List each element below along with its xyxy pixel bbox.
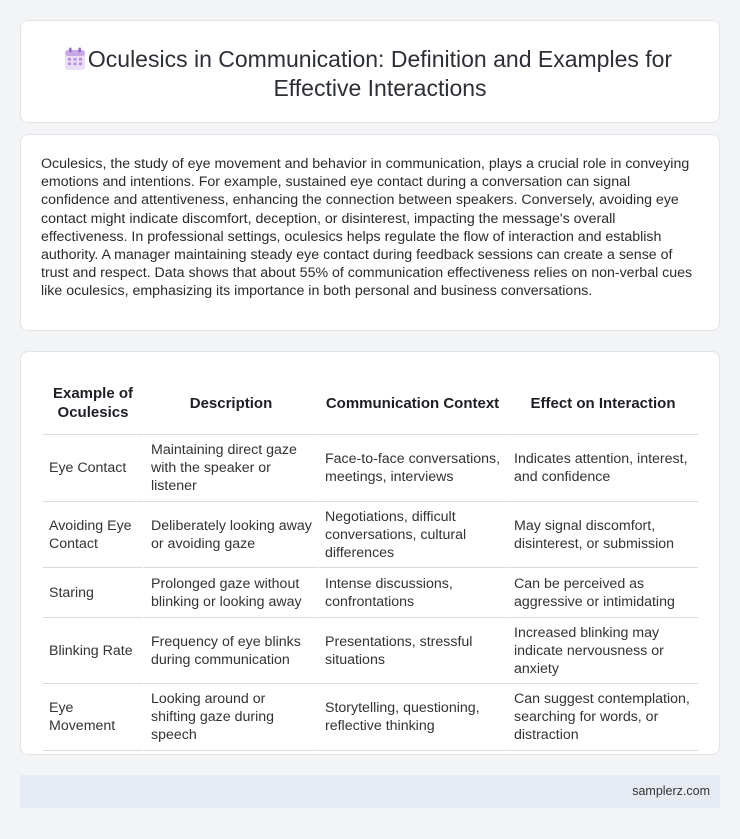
oculesics-table [43, 372, 698, 751]
table-row [43, 684, 698, 751]
cell-description: Frequency of eye blinks during communication [143, 618, 317, 684]
cell-context: Presentations, stressful situations [317, 618, 506, 684]
table-card [20, 351, 720, 755]
cell-description: Deliberately looking away or avoiding gaze [143, 502, 317, 568]
cell-effect: Increased blinking may indicate nervousness or anxiety [506, 618, 698, 684]
footer-bar [20, 775, 720, 808]
cell-description: Looking around or shifting gaze during speech [143, 684, 317, 751]
table-header-row [43, 372, 698, 435]
column-header-description: Description [143, 372, 317, 435]
cell-context: Storytelling, questioning, reflective thinking [317, 684, 506, 751]
cell-description: Maintaining direct gaze with the speaker or listener [143, 435, 317, 502]
cell-effect: Can suggest contemplation, searching for words, or distraction [506, 684, 698, 751]
table-row [43, 435, 698, 502]
page-title: Oculesics in Communication: Definition and Examples for Effective Interactions [87, 46, 673, 101]
cell-context: Face-to-face conversations, meetings, interviews [317, 435, 506, 502]
cell-context: Intense discussions, confrontations [317, 568, 506, 618]
footer-site-link[interactable]: samplerz.com [632, 784, 710, 798]
cell-effect: Indicates attention, interest, and confidence [506, 435, 698, 502]
cell-effect: May signal discomfort, disinterest, or submission [506, 502, 698, 568]
table-row [43, 502, 698, 568]
cell-example: Avoiding Eye Contact [43, 502, 143, 568]
cell-example: Eye Movement [43, 684, 143, 751]
cell-example: Staring [43, 568, 143, 618]
title-card [20, 20, 720, 123]
intro-card [20, 134, 720, 331]
column-header-effect: Effect on Interaction [506, 372, 698, 435]
table-row [43, 568, 698, 618]
table-row [43, 618, 698, 684]
column-header-example: Example of Oculesics [43, 372, 143, 435]
column-header-context: Communication Context [317, 372, 506, 435]
cell-example: Blinking Rate [43, 618, 143, 684]
cell-example: Eye Contact [43, 435, 143, 502]
cell-effect: Can be perceived as aggressive or intimidating [506, 568, 698, 618]
title-wrap [61, 45, 699, 103]
intro-paragraph: Oculesics, the study of eye movement and behavior in communication, plays a crucial role in conveying emotions and intentions. For example, sustained eye contact during a conversation can signal confidence and attentiveness, enhancing the connection between speakers. Conversely, avoiding eye contact might indicate discomfort, deception, or disinterest, impacting the message's overall effectiveness. In professional settings, oculesics helps regulate the flow of interaction and establish authority. A manager maintaining steady eye contact during feedback sessions can create a sense of trust and respect. Data shows that about 55% of communication effectiveness relies on non-verbal cues like oculesics, emphasizing its importance in both personal and business conversations. [41, 156, 693, 300]
cell-context: Negotiations, difficult conversations, cultural differences [317, 502, 506, 568]
cell-description: Prolonged gaze without blinking or looking away [143, 568, 317, 618]
